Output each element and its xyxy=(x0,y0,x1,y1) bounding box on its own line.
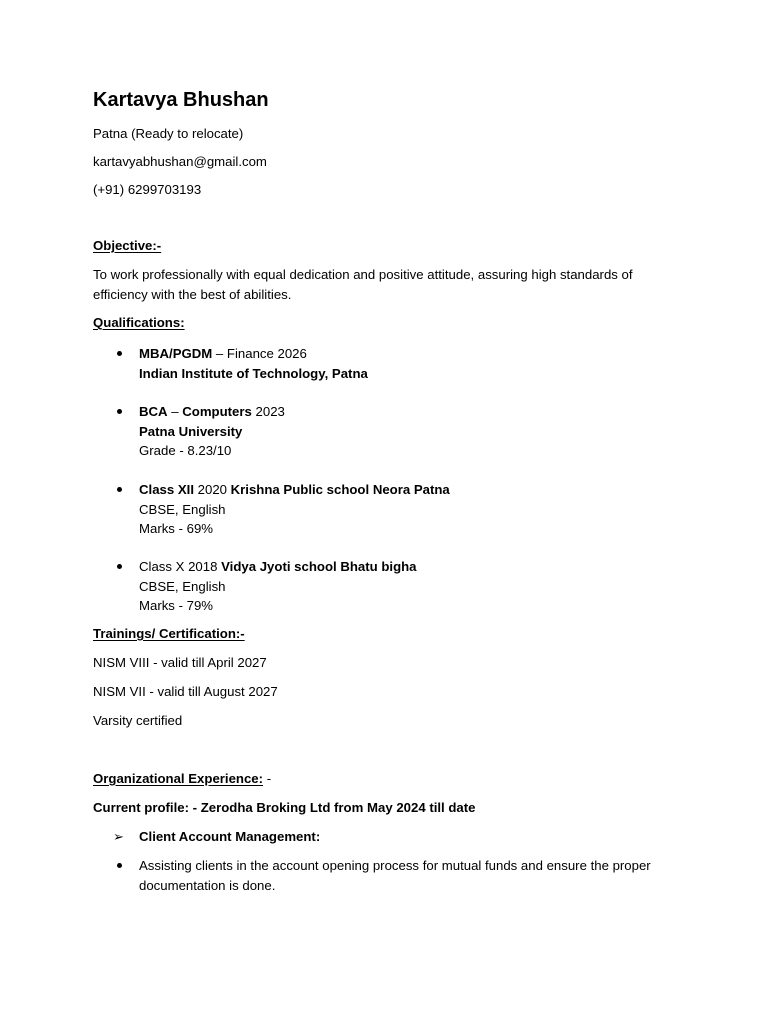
qualification-degree: Class X 2018 xyxy=(139,559,222,574)
bullet-icon xyxy=(117,409,122,414)
qualification-school: Krishna Public school Neora Patna xyxy=(230,482,450,497)
candidate-phone: (+91) 6299703193 xyxy=(93,182,202,197)
qualification-marks: Marks - 79% xyxy=(139,598,214,613)
current-profile: Current profile: - Zerodha Broking Ltd from May 2024 till date xyxy=(93,800,476,815)
qualification-year: 2023 xyxy=(251,404,285,419)
qualification-field: Computers xyxy=(182,404,252,419)
objective-text: To work professionally with equal dedication and positive attitude, assuring high standards of efficiency with the best of abilities. xyxy=(93,267,633,302)
experience-subheading: Client Account Management: xyxy=(139,829,321,844)
candidate-email: kartavyabhushan@gmail.com xyxy=(93,154,267,169)
experience-heading: Organizational Experience: xyxy=(93,771,264,786)
training-item: NISM VII - valid till August 2027 xyxy=(93,684,278,699)
qualification-text xyxy=(139,480,450,539)
qualification-degree: BCA xyxy=(139,404,168,419)
qualification-text xyxy=(139,402,285,461)
bullet-icon xyxy=(117,487,122,492)
objective-heading: Objective:- xyxy=(93,238,162,253)
experience-bullet-text: Assisting clients in the account opening process for mutual funds and ensure the proper documentation is done. xyxy=(139,858,651,893)
qualification-separator: – xyxy=(167,404,183,419)
qualification-school: Vidya Jyoti school Bhatu bigha xyxy=(221,559,417,574)
qualification-text xyxy=(139,344,368,383)
qualification-institution: Patna University xyxy=(139,423,243,439)
qualification-marks: Marks - 69% xyxy=(139,521,214,536)
arrow-bullet-icon: ➢ xyxy=(113,829,124,844)
candidate-name: Kartavya Bhushan xyxy=(93,89,269,111)
candidate-location: Patna (Ready to relocate) xyxy=(93,126,244,141)
bullet-icon xyxy=(117,351,122,356)
experience-heading-row xyxy=(93,769,271,789)
experience-heading-suffix: - xyxy=(263,771,272,786)
training-item: NISM VIII - valid till April 2027 xyxy=(93,655,267,670)
qualification-institution: Indian Institute of Technology, Patna xyxy=(139,365,368,381)
qualification-board: CBSE, English xyxy=(139,578,226,594)
qualification-degree: MBA/PGDM xyxy=(139,346,213,361)
qualification-grade: Grade - 8.23/10 xyxy=(139,443,232,458)
qualification-degree: Class XII xyxy=(139,482,194,497)
qualification-board: CBSE, English xyxy=(139,501,226,517)
bullet-icon xyxy=(117,863,122,868)
qualification-year: 2020 xyxy=(193,482,231,497)
training-item: Varsity certified xyxy=(93,713,183,728)
bullet-icon xyxy=(117,564,122,569)
trainings-heading: Trainings/ Certification:- xyxy=(93,626,245,641)
qualification-text xyxy=(139,557,417,616)
qualifications-heading: Qualifications: xyxy=(93,315,185,330)
qualification-detail: – Finance 2026 xyxy=(212,346,307,361)
